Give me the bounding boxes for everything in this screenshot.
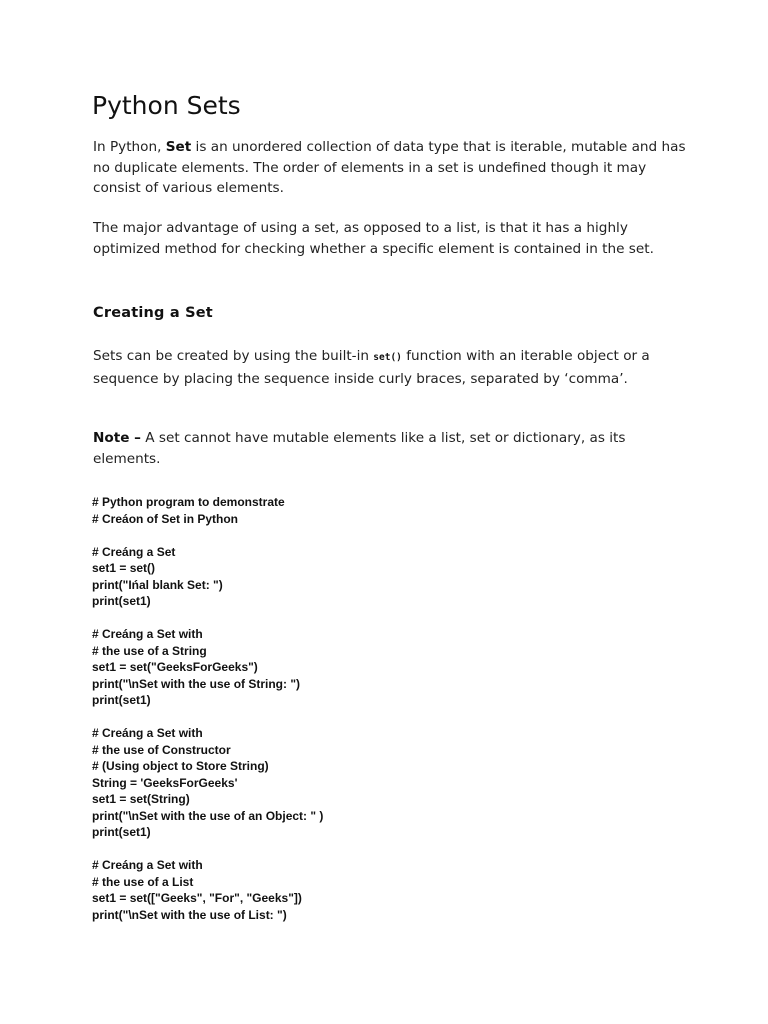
code-line: # the use of Constructor xyxy=(92,742,231,757)
code-line: # Creáng a Set with xyxy=(92,627,203,641)
intro-text-end: is an unordered collection of data type that is iterable, mutable and has no duplicate elements. The order of elements in a set is undefined though it may consist of various elements. xyxy=(93,139,686,196)
set-keyword: Set xyxy=(165,139,192,155)
code-line: # Creáng a Set xyxy=(92,544,176,559)
code-blank-line xyxy=(92,709,323,726)
code-block xyxy=(92,494,323,923)
code-line: print("\nSet with the use of List: ") xyxy=(92,907,287,922)
code-line: print("\nSet with the use of String: ") xyxy=(92,676,301,691)
code-line: # (Using object to Store String) xyxy=(92,759,269,773)
code-line: # Python program to demonstrate xyxy=(92,495,285,509)
code-line: # the use of a List xyxy=(92,874,194,889)
code-line: print("Ińal blank Set: ") xyxy=(92,577,223,592)
code-line: String = 'GeeksForGeeks' xyxy=(92,775,238,790)
code-line: # the use of a String xyxy=(92,643,207,658)
intro-text-start: In Python, xyxy=(93,139,166,155)
advantage-paragraph: The major advantage of using a set, as opposed to a list, is that it has a highly optimized method for checking whether a specific element is contained in the set. xyxy=(93,220,654,257)
code-line: print(set1) xyxy=(92,693,151,707)
creating-text-start: Sets can be created by using the built-in xyxy=(93,348,374,364)
code-blank-line xyxy=(92,841,323,858)
note-text: A set cannot have mutable elements like a list, set or dictionary, as its elements. xyxy=(93,430,626,467)
creating-text-end: function with an iterable object or a sequence by placing the sequence inside curly braces, separated by ‘comma’. xyxy=(93,348,650,387)
code-line: print("\nSet with the use of an Object: " ) xyxy=(92,808,324,823)
inline-code-set: set() xyxy=(373,352,402,363)
code-blank-line xyxy=(92,610,323,627)
code-line: # Creáng a Set with xyxy=(92,726,203,740)
note-label: Note – xyxy=(93,430,141,446)
creating-paragraph xyxy=(93,346,693,389)
note-paragraph xyxy=(93,428,693,469)
code-line: # Creáng a Set with xyxy=(92,858,203,872)
code-line: # Creáon of Set in Python xyxy=(92,511,239,526)
page-title: Python Sets xyxy=(92,91,241,120)
code-line: set1 = set() xyxy=(92,561,156,575)
code-line: set1 = set(String) xyxy=(92,792,190,806)
code-line: set1 = set(["Geeks", "For", "Geeks"]) xyxy=(92,891,302,905)
section-heading: Creating a Set xyxy=(93,305,213,321)
code-blank-line xyxy=(92,527,323,544)
code-line: print(set1) xyxy=(92,825,151,839)
intro-paragraph xyxy=(93,137,693,199)
code-line: set1 = set("GeeksForGeeks") xyxy=(92,660,258,674)
code-line: print(set1) xyxy=(92,594,151,608)
